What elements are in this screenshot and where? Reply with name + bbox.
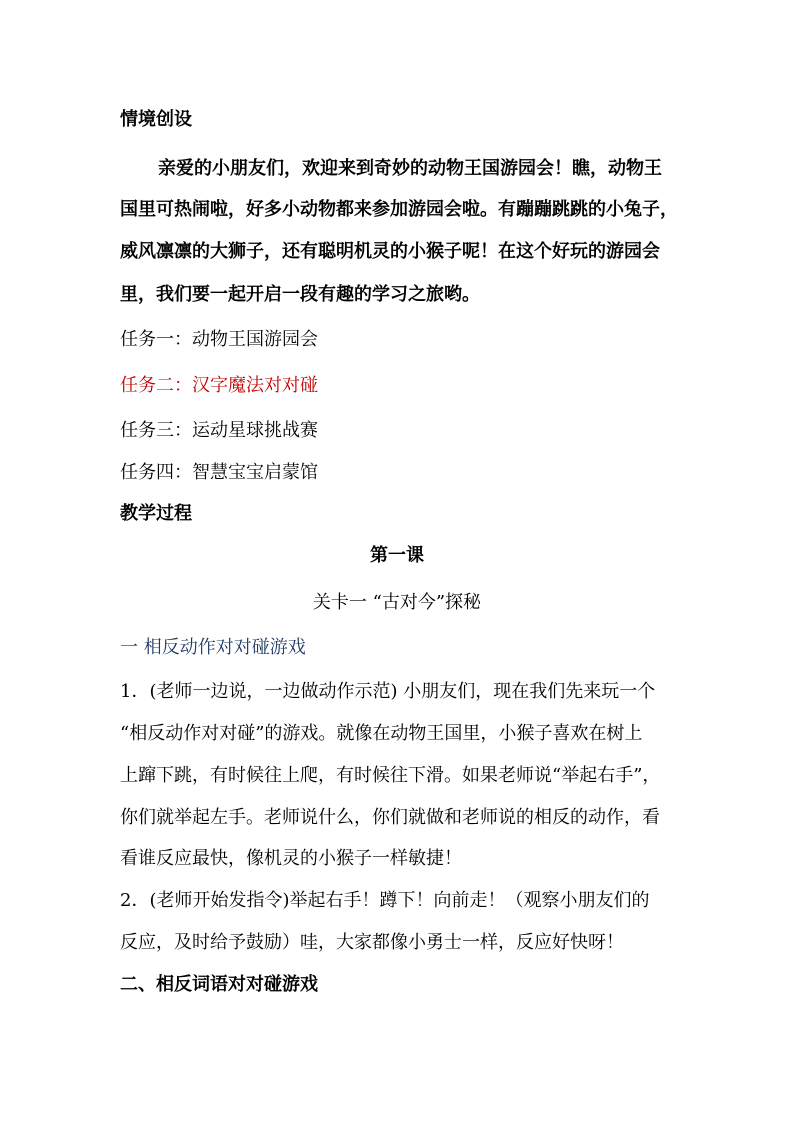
task-4: 任务四：智慧宝宝启蒙馆 — [120, 462, 318, 483]
para1-line-2: “相反动作对对碰”的游戏。就像在动物王国里，小猴子喜欢在树上 — [120, 723, 643, 744]
task-1: 任务一：动物王国游园会 — [120, 329, 318, 350]
task-3: 任务三：运动星球挑战赛 — [120, 420, 318, 441]
para1-line-3: 上蹿下跳，有时候往上爬，有时候往下滑。如果老师说“举起右手”， — [120, 765, 661, 786]
para1-line-5: 看谁反应最快，像机灵的小猴子一样敏捷！ — [120, 848, 462, 869]
intro-line-4: 里，我们要一起开启一段有趣的学习之旅哟。 — [120, 284, 480, 305]
situation-heading: 情境创设 — [120, 109, 192, 130]
intro-line-2: 国里可热闹啦，好多小动物都来参加游园会啦。有蹦蹦跳跳的小兔子， — [120, 199, 678, 220]
level-title: 关卡一 “古对今”探秘 — [312, 592, 482, 613]
para1-line-4: 你们就举起左手。老师说什么，你们就做和老师说的相反的动作，看 — [120, 807, 660, 828]
intro-line-1: 亲爱的小朋友们，欢迎来到奇妙的动物王国游园会！瞧，动物王 — [158, 158, 662, 179]
para2-line-1: 2．(老师开始发指令)举起右手！蹲下！向前走！（观察小朋友们的 — [120, 890, 650, 911]
process-heading: 教学过程 — [120, 503, 192, 524]
para2-line-2: 反应，及时给予鼓励）哇，大家都像小勇士一样，反应好快呀！ — [120, 932, 624, 953]
task-2: 任务二：汉字魔法对对碰 — [120, 375, 318, 396]
para1-line-1: 1．(老师一边说，一边做动作示范) 小朋友们，现在我们先来玩一个 — [120, 681, 656, 702]
lesson-title: 第一课 — [370, 545, 424, 566]
section-1-title: 一 相反动作对对碰游戏 — [120, 637, 306, 658]
section-2-title: 二、相反词语对对碰游戏 — [120, 974, 318, 995]
intro-line-3: 威风凛凛的大狮子，还有聪明机灵的小猴子呢！在这个好玩的游园会 — [120, 241, 660, 262]
